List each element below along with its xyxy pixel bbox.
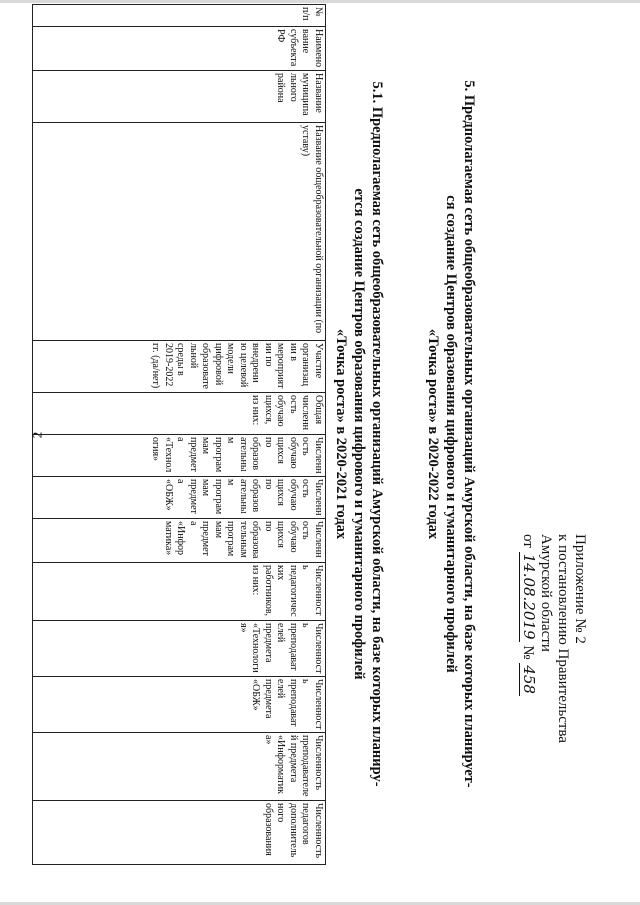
appendix-region: Амурской области — [538, 534, 554, 652]
organizations-table — [32, 4, 326, 865]
section-5-1-heading-line-2: ется создание Центров образования цифрового и гуманитарного профилей — [351, 188, 367, 680]
section-5-heading-line-1: 5. Предполагаемая сеть общеобразовательных организаций Амурской области, на базе которых планирует- — [461, 80, 477, 788]
document-body — [30, 4, 630, 864]
appendix-date-line — [519, 534, 537, 864]
appendix-number-prefix: № — [520, 645, 536, 660]
appendix-resolution: к постановлению Правительства — [555, 534, 571, 743]
column-header: Наименование субъекта РФ — [33, 27, 326, 71]
column-header: Численность преподавателей предмета «Информатика» — [33, 733, 326, 801]
column-header: Численность обучающихся по образовательным программам предмета «Технология» — [33, 435, 326, 477]
appendix-number: 458 — [520, 665, 538, 694]
page-number: 2 — [29, 431, 45, 439]
column-header: Общая численность обучающихся, из них: — [33, 393, 326, 435]
table-header-row — [33, 5, 326, 865]
appendix-title: Приложение № 2 — [572, 534, 588, 644]
column-header: Название общеобразовательной организации (по уставу) — [33, 123, 326, 341]
column-header: Численность обучающихся по образовательным программам предмета «Информатика» — [33, 519, 326, 563]
section-5-heading — [424, 4, 478, 864]
column-header: Численность преподавателей предмета «Технология» — [33, 621, 326, 677]
rotated-page-content — [30, 4, 630, 864]
column-header: Участие организации в мероприятии по внедрению целевой модели цифровой образовательной среды в 2019-2022 гг. (да/нет) — [33, 341, 326, 393]
section-5-heading-line-3: «Точка роста» в 2020-2022 годах — [425, 328, 441, 540]
section-5-heading-line-2: ся создание Центров образования цифрового и гуманитарного профилей — [443, 195, 459, 673]
section-5-1-heading-line-3: «Точка роста» в 2020-2021 годах — [333, 328, 349, 540]
appendix-date-prefix: от — [520, 534, 536, 548]
scan-edge-top — [0, 0, 640, 3]
column-header: Численность педагогических работников, из них: — [33, 563, 326, 621]
appendix-block — [519, 534, 588, 864]
section-5-1-heading-line-1: 5.1. Предполагаемая сеть общеобразовательных организаций Амурской области, на базе которых планиру- — [369, 81, 385, 787]
column-header: Численность обучающихся по образовательным программам предмета «ОБЖ» — [33, 477, 326, 519]
column-header: № п/п — [33, 5, 326, 27]
column-header: Численность преподавателей предмета «ОБЖ» — [33, 677, 326, 733]
column-header: Численность педагогов дополнительного образования — [33, 801, 326, 865]
section-5-1-heading — [332, 4, 386, 864]
column-header: Название муниципального района — [33, 71, 326, 123]
appendix-date: 14.08.2019 — [520, 553, 538, 640]
